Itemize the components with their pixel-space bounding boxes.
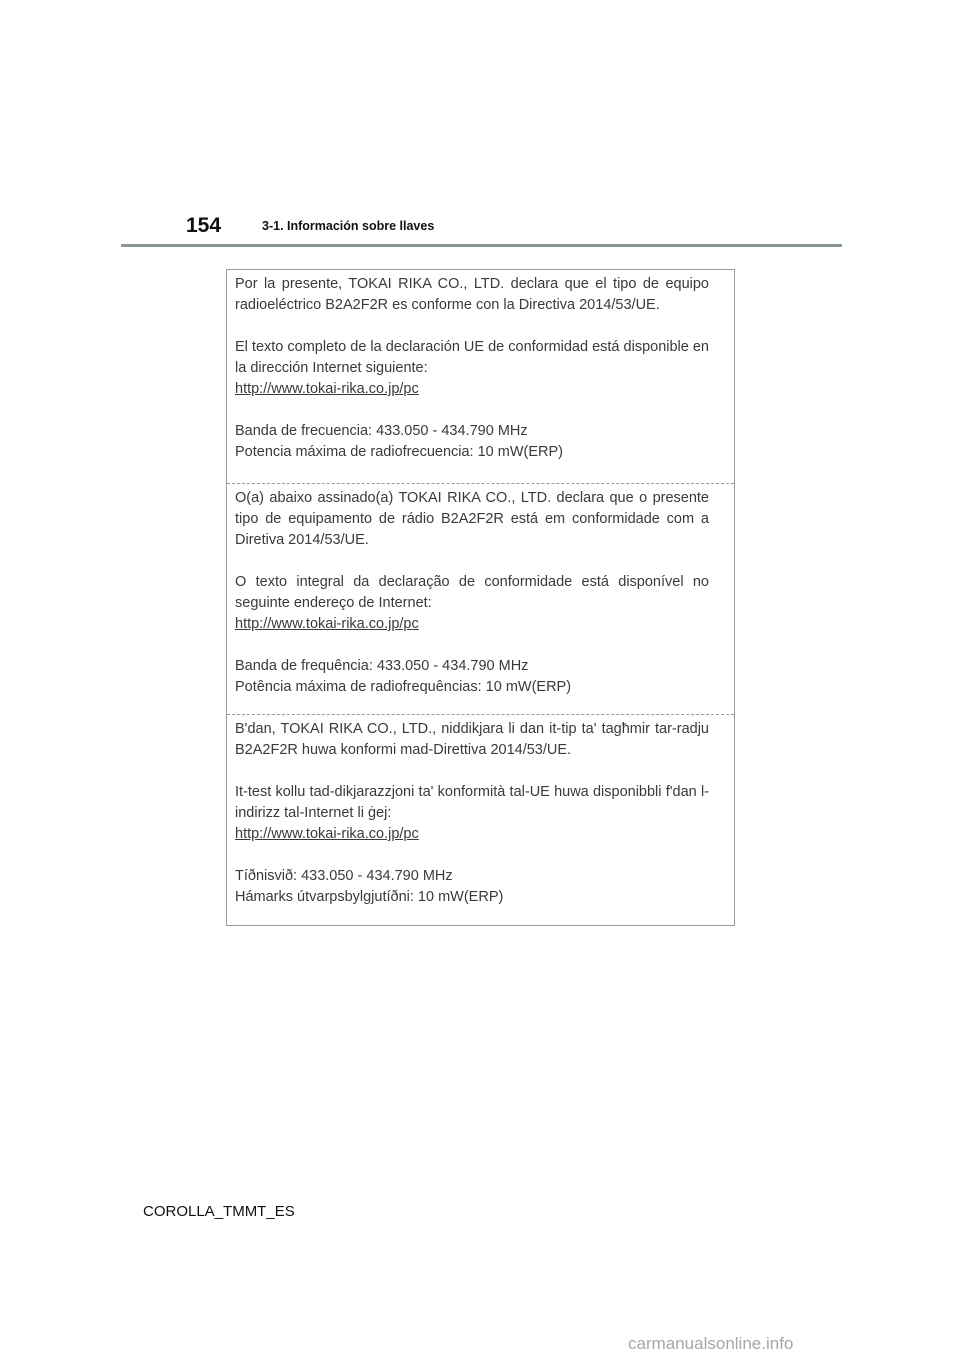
declaration-link[interactable]: http://www.tokai-rika.co.jp/pc <box>235 616 419 632</box>
declaration-block-portuguese <box>227 483 734 714</box>
declaration-block-spanish <box>227 270 734 483</box>
document-code: COROLLA_TMMT_ES <box>143 1203 295 1220</box>
declaration-box <box>226 269 735 926</box>
frequency-band-text: Tíðnisvið: 433.050 - 434.790 MHz <box>235 868 453 884</box>
page-number: 154 <box>186 214 222 237</box>
availability-text: O texto integral da declaração de conformidade está disponível no seguinte endereço de Internet: <box>235 574 709 611</box>
frequency-band-text: Banda de frecuencia: 433.050 - 434.790 MHz <box>235 423 528 439</box>
section-title: 3-1. Información sobre llaves <box>262 219 435 233</box>
max-power-text: Potencia máxima de radiofrecuencia: 10 mW(ERP) <box>235 444 563 460</box>
max-power-text: Potência máxima de radiofrequências: 10 mW(ERP) <box>235 679 572 695</box>
availability-text: El texto completo de la declaración UE de conformidad está disponible en la dirección Internet siguiente: <box>235 339 709 376</box>
declaration-block-maltese <box>227 714 734 926</box>
header-divider <box>121 244 842 247</box>
frequency-band-text: Banda de frequência: 433.050 - 434.790 MHz <box>235 658 529 674</box>
declaration-text: O(a) abaixo assinado(a) TOKAI RIKA CO., LTD. declara que o presente tipo de equipamento de rádio B2A2F2R está em conformidade com a Diretiva 2014/53/UE. <box>235 490 709 548</box>
max-power-text: Hámarks útvarpsbylgjutíðni: 10 mW(ERP) <box>235 889 504 905</box>
declaration-link[interactable]: http://www.tokai-rika.co.jp/pc <box>235 381 419 397</box>
declaration-text: Por la presente, TOKAI RIKA CO., LTD. declara que el tipo de equipo radioeléctrico B2A2F2R es conforme con la Directiva 2014/53/UE. <box>235 276 709 313</box>
watermark: carmanualsonline.info <box>628 1334 794 1353</box>
declaration-link[interactable]: http://www.tokai-rika.co.jp/pc <box>235 826 419 842</box>
declaration-text: B'dan, TOKAI RIKA CO., LTD., niddikjara li dan it-tip ta' tagħmir tar-radju B2A2F2R huwa konformi mad-Direttiva 2014/53/UE. <box>235 721 709 758</box>
availability-text: It-test kollu tad-dikjarazzjoni ta' konformità tal-UE huwa disponibbli f'dan l-indirizz tal-Internet li ġej: <box>235 784 709 821</box>
